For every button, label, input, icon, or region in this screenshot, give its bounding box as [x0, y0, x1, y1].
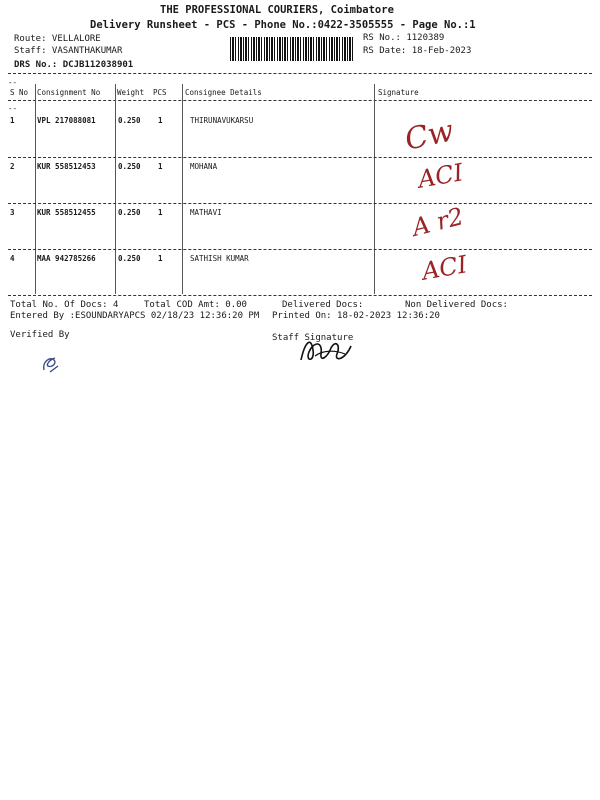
row-consignee: THIRUNAVUKARSU	[190, 116, 254, 125]
row-consignment: KUR 558512453	[37, 162, 96, 171]
col-header-signature: Signature	[378, 88, 419, 97]
total-docs: Total No. Of Docs: 4	[10, 300, 119, 310]
row-divider	[8, 157, 592, 158]
row-weight: 0.250	[118, 208, 141, 217]
runsheet-subtitle: Delivery Runsheet - PCS - Phone No.:0422-3505555 - Page No.:1	[90, 19, 476, 31]
staff-signature-scribble	[295, 332, 355, 368]
row-sno: 2	[10, 162, 15, 171]
col-header-weight: Weight	[117, 88, 145, 97]
col-header-pcs: PCS	[153, 88, 167, 97]
header-divider	[8, 100, 592, 101]
total-cod: Total COD Amt: 0.00	[144, 300, 247, 310]
row-sno: 4	[10, 254, 15, 263]
non-delivered-docs: Non Delivered Docs:	[405, 300, 508, 310]
delivered-docs: Delivered Docs:	[282, 300, 364, 310]
row-pcs: 1	[158, 116, 163, 125]
col-header-consignee: Consignee Details	[185, 88, 262, 97]
drs-number: DRS No.: DCJB112038901	[14, 60, 134, 70]
row-signature: A r2	[409, 202, 467, 242]
company-title: THE PROFESSIONAL COURIERS, Coimbatore	[160, 4, 394, 16]
rs-date: RS Date: 18-Feb-2023	[363, 46, 472, 56]
staff-label: Staff: VASANTHAKUMAR	[14, 46, 123, 56]
barcode	[230, 37, 355, 61]
printed-on: Printed On: 18-02-2023 12:36:20	[272, 311, 440, 321]
verified-by: Verified By	[10, 330, 70, 340]
row-sno: 3	[10, 208, 15, 217]
column-line	[35, 84, 36, 294]
col-header-sno: S No	[10, 88, 29, 97]
verification-scribble	[40, 352, 64, 376]
column-line	[115, 84, 116, 294]
row-consignment: MAA 942785266	[37, 254, 96, 263]
staff-signature-label: Staff Signature	[272, 333, 354, 343]
row-pcs: 1	[158, 208, 163, 217]
dash-mark-top: --	[8, 78, 18, 87]
row-signature: Cw	[401, 113, 457, 158]
row-pcs: 1	[158, 254, 163, 263]
route-label: Route: VELLALORE	[14, 34, 101, 44]
rs-number: RS No.: 1120389	[363, 33, 445, 43]
row-consignment: VPL 217088081	[37, 116, 96, 125]
row-weight: 0.250	[118, 116, 141, 125]
row-weight: 0.250	[118, 162, 141, 171]
row-consignment: KUR 558512455	[37, 208, 96, 217]
dash-mark-bottom: --	[8, 104, 18, 113]
row-pcs: 1	[158, 162, 163, 171]
row-signature: ACI	[415, 158, 466, 194]
row-divider	[8, 203, 592, 204]
row-weight: 0.250	[118, 254, 141, 263]
column-line	[182, 84, 183, 294]
row-sno: 1	[10, 116, 15, 125]
top-divider	[8, 73, 592, 74]
row-signature: ACI	[419, 250, 470, 286]
row-consignee: MOHANA	[190, 162, 218, 171]
table-bottom-divider	[8, 295, 592, 296]
row-divider	[8, 249, 592, 250]
row-consignee: MATHAVI	[190, 208, 222, 217]
col-header-consignment: Consignment No	[37, 88, 101, 97]
entered-by: Entered By :ESOUNDARYAPCS 02/18/23 12:36:20 PM	[10, 311, 260, 321]
row-consignee: SATHISH KUMAR	[190, 254, 249, 263]
column-line	[374, 84, 375, 294]
